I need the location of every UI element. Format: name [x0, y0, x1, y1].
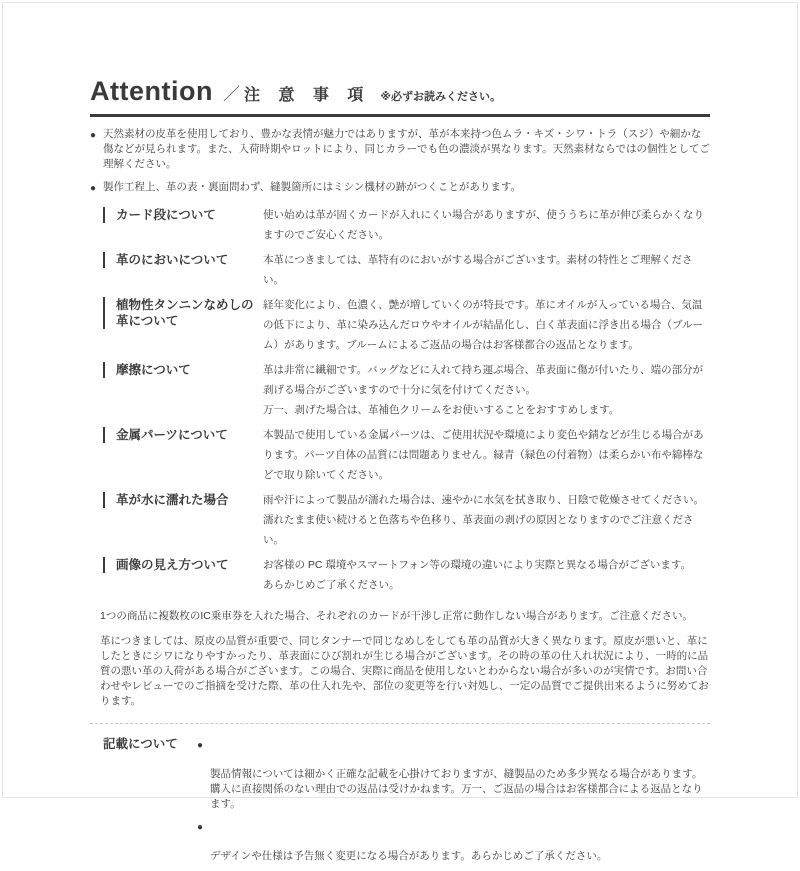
general-notes — [90, 127, 710, 195]
section-label: 摩擦について — [103, 362, 263, 378]
page-title-en: Attention — [90, 76, 213, 106]
description-note-design-changes — [197, 819, 710, 864]
section-text: 雨や汗によって製品が濡れた場合は、速やかに水気を拭き取り、日陰で乾燥させてください。 濡れたまま使い続けると色落ちや色移り、革表面の剥げの原因となりますのでご注意ください。 — [263, 494, 704, 546]
section-wet-leather — [103, 492, 710, 550]
section-text: 本革につきましては、革特有のにおいがする場合がございます。素材の特性とご理解ください。 — [263, 254, 693, 286]
bullet-icon: ● — [90, 130, 97, 141]
bullet-icon: ● — [197, 822, 204, 833]
section-friction — [103, 362, 710, 420]
page-title-note: ※必ずお読みください。 — [380, 91, 502, 103]
topic-sections — [90, 207, 710, 595]
section-card-slots — [103, 207, 710, 245]
dashed-divider — [90, 723, 710, 724]
description-note-text: 製品情報については細かく正確な記載を心掛けておりますが、縫製品のため多少異なる場合があります。 購入に直接関係のない理由での返品は受けかねます。万一、ご返品の場合はお客様都合による返品となります。 — [210, 768, 703, 810]
section-label: カード段について — [103, 207, 263, 223]
bullet-icon: ● — [90, 183, 97, 194]
section-label: 画像の見え方ついて — [103, 557, 263, 573]
section-label: 金属パーツについて — [103, 427, 263, 443]
paragraph-rawhide-quality: 革につきましては、原皮の品質が重要で、同じタンナーで同じなめしをしても革の品質が大きく異なります。原皮が悪いと、革にしたときにシワになりやすかったり、革表面にひび割れが生じる場合がございます。その時の革の仕入れ状況により、一時的に品質の悪い革の入荷がある場合がございます。この場合、実際に商品を使用しないとわからない場合が多いのが実情です。お問い合わせやレビューでのご指摘を受けた際、革の仕入れ先や、部位の変更等を行い対処し、一定の品質でご提供出来るように努めております。 — [100, 635, 709, 707]
description-notes-section — [90, 737, 710, 871]
section-image-appearance — [103, 557, 710, 595]
description-note-product-info — [197, 737, 710, 812]
description-notes-items — [197, 737, 710, 871]
description-notes-label: 記載について — [103, 737, 178, 751]
section-text: お客様の PC 環境やスマートフォン等の環境の違いにより実際と異なる場合がございます。 あらかじめご了承ください。 — [263, 559, 692, 591]
section-metal-parts — [103, 427, 710, 485]
notice-content — [90, 78, 710, 871]
paragraph-ic-cards: 1つの商品に複数枚のIC乗車券を入れた場合、それぞれのカードが干渉し正常に動作しない場合があります。ご注意ください。 — [100, 610, 693, 622]
title-separator-slash: ／ — [222, 85, 240, 104]
section-text: 革は非常に繊細です。バッグなどに入れて持ち運ぶ場合、革表面に傷が付いたり、端の部分が剥げる場合がございますので十分に気を付けてください。 万一、剥げた場合は、革補色クリームをお使いすることをおすすめします。 — [263, 364, 704, 416]
page-title-ja: 注 意 事 項 — [243, 87, 371, 104]
general-note-sewing-marks — [90, 180, 710, 195]
section-text: 経年変化により、色濃く、艶が増していくのが特長です。革にオイルが入っている場合、気温の低下により、革に染み込んだロウやオイルが結晶化し、白く革表面に浮き出る場合（ブルーム）があります。ブルームによるご返品の場合はお客様都合の返品となります。 — [263, 299, 704, 351]
page-header — [90, 78, 710, 117]
section-label: 革が水に濡れた場合 — [103, 492, 263, 508]
general-note-text: 製作工程上、革の表・裏面問わず、縫製箇所にはミシン機材の跡がつくことがあります。 — [103, 181, 522, 193]
general-note-text: 天然素材の皮革を使用しており、豊かな表情が魅力ではありますが、革が本来持つ色ムラ・キズ・シワ・トラ（スジ）や細かな傷などが見られます。また、入荷時期やロットにより、同じカラーでも色の濃淡が異なります。天然素材ならではの個性としてご理解ください。 — [103, 128, 711, 170]
description-note-text: デザインや仕様は予告無く変更になる場合があります。あらかじめご了承ください。 — [210, 850, 608, 862]
section-text: 使い始めは革が固くカードが入れにくい場合がありますが、使ううちに革が伸び柔らかくなりますのでご安心ください。 — [263, 209, 704, 241]
section-text: 本製品で使用している金属パーツは、ご使用状況や環境により変色や錆などが生じる場合があります。パーツ自体の品質には問題ありません。緑青（緑色の付着物）は柔らかい布や綿棒などで取り除いてください。 — [263, 429, 704, 481]
general-note-natural-leather — [90, 127, 710, 172]
section-label: 植物性タンニンなめしの 革について — [103, 297, 263, 329]
bullet-icon: ● — [197, 740, 204, 751]
section-label: 革のにおいについて — [103, 252, 263, 268]
section-leather-smell — [103, 252, 710, 290]
additional-paragraphs — [90, 609, 710, 709]
section-vegetable-tanned-leather — [103, 297, 710, 355]
